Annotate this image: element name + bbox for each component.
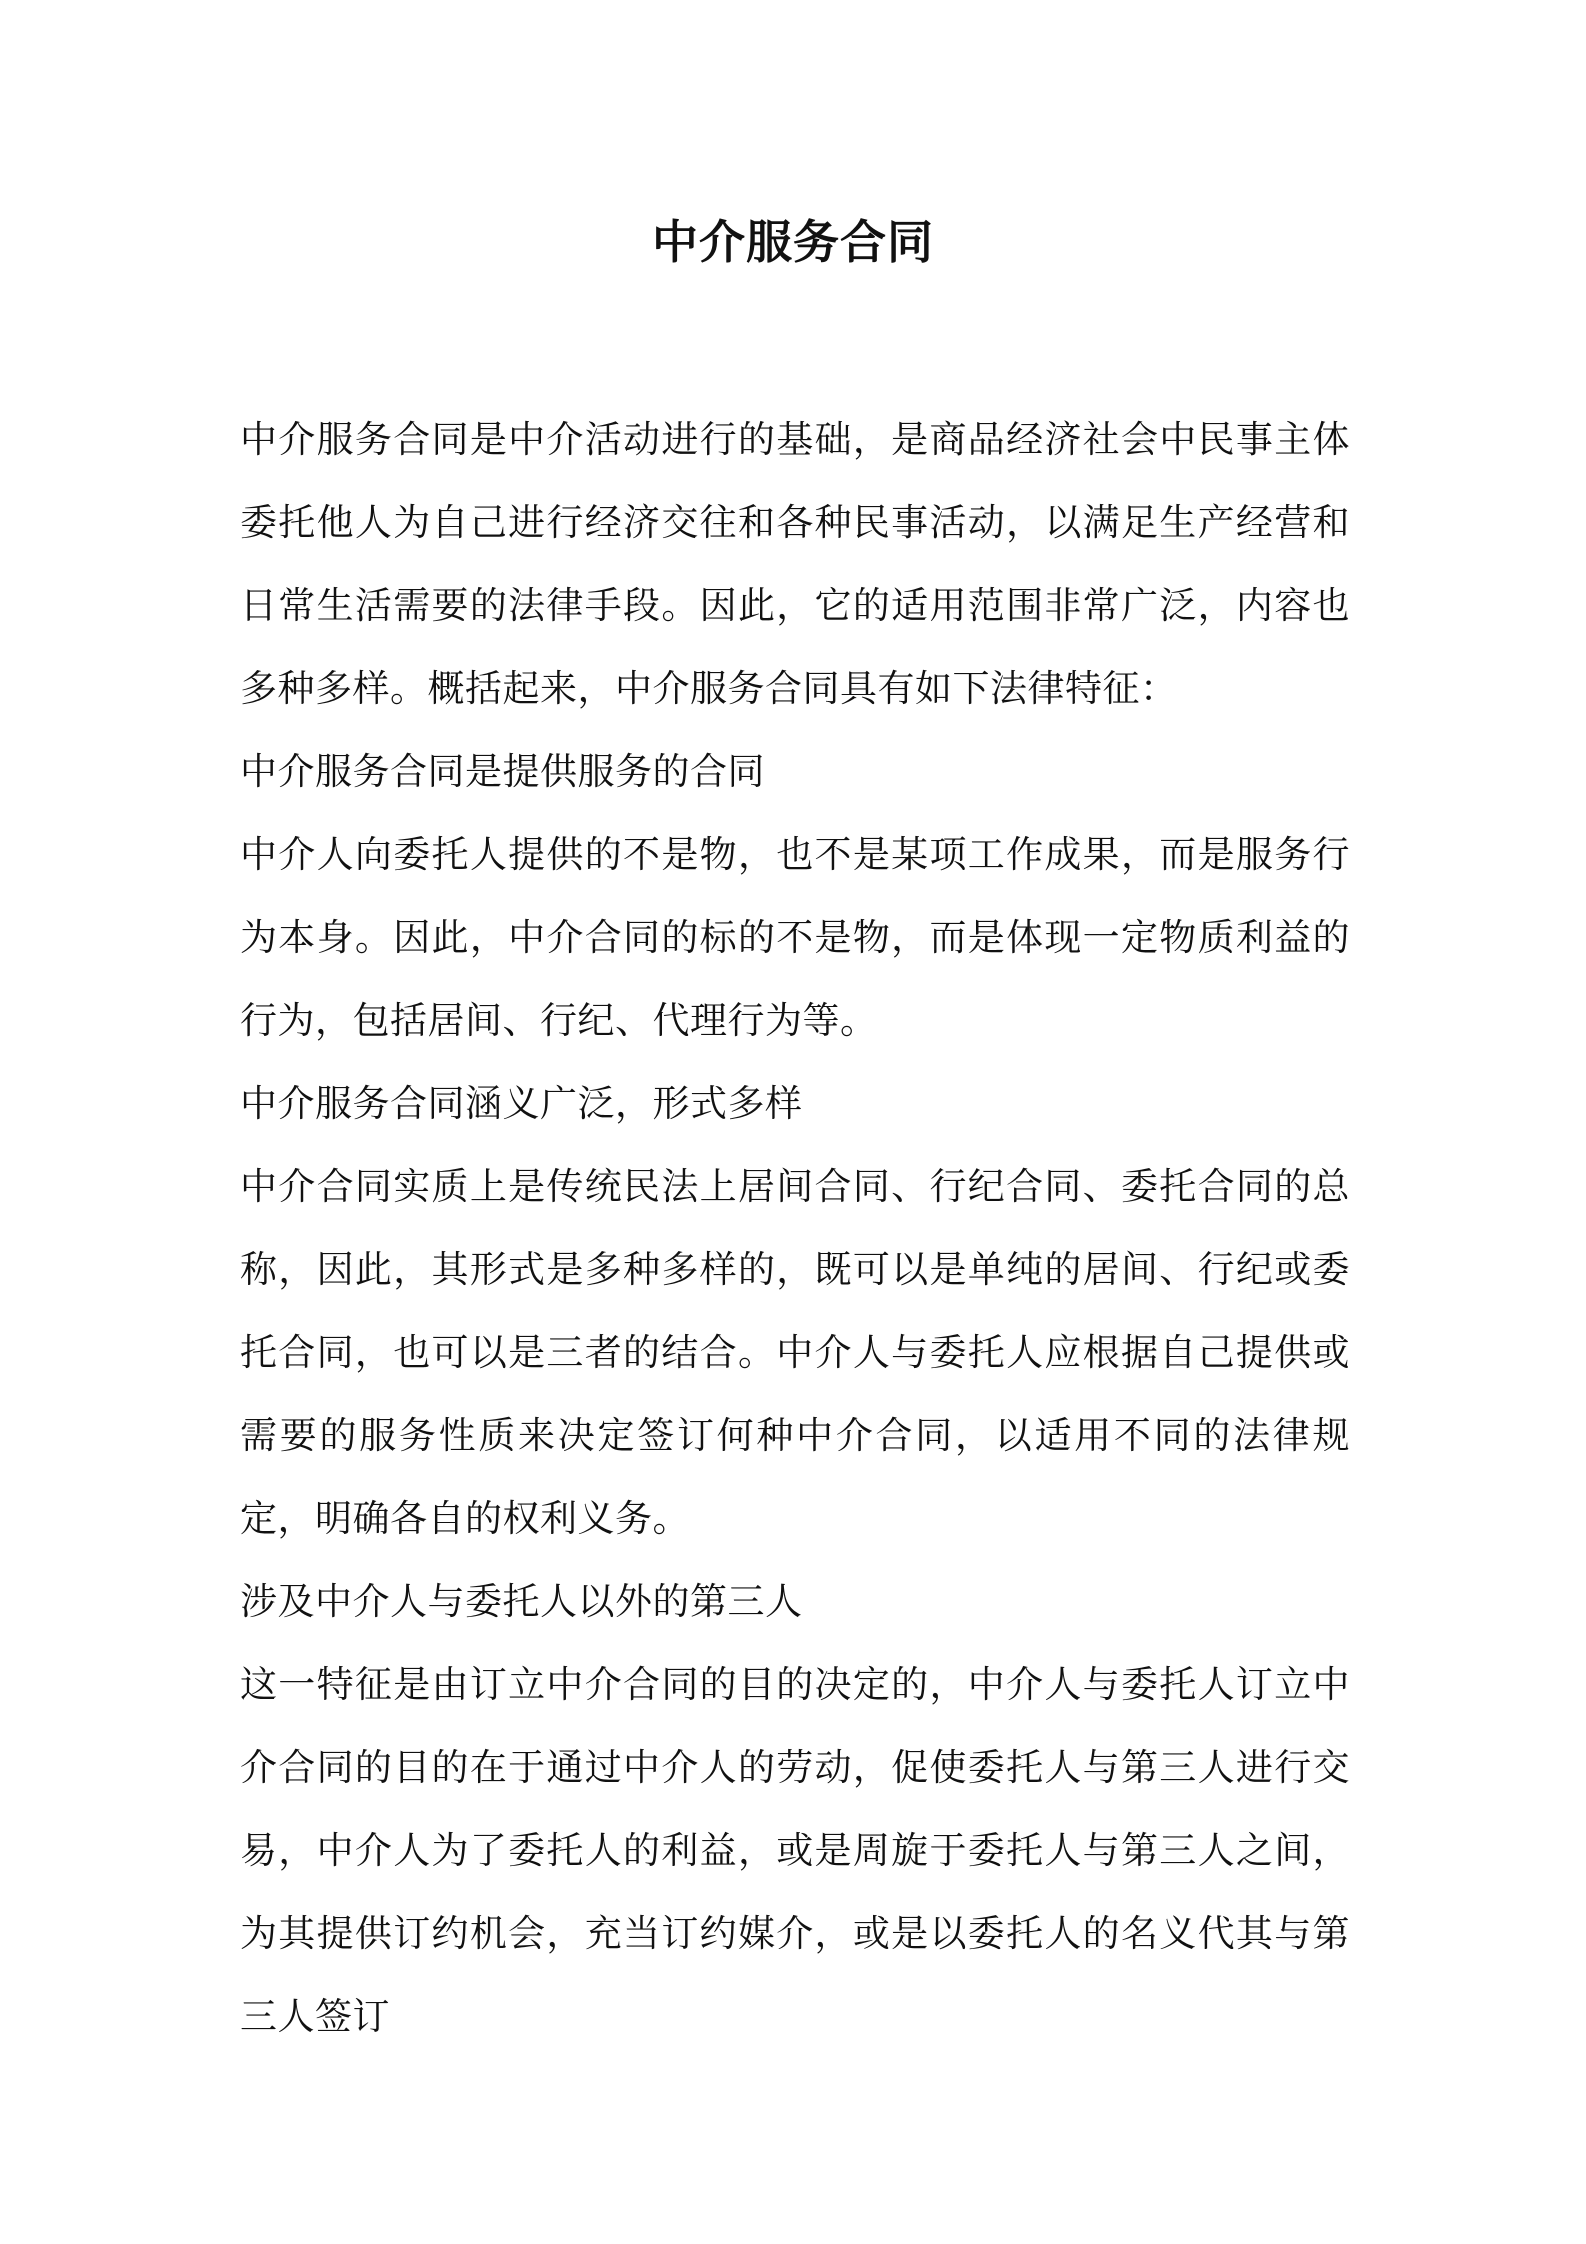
intro-paragraph: 中介服务合同是中介活动进行的基础，是商品经济社会中民事主体委托他人为自己进行经济交往和各种民事活动，以满足生产经营和日常生活需要的法律手段。因此，它的适用范围非常广泛，内容也多种多样。概括起来，中介服务合同具有如下法律特征： — [240, 418, 1350, 710]
third-party-paragraph: 这一特征是由订立中介合同的目的决定的，中介人与委托人订立中介合同的目的在于通过中介人的劳动，促使委托人与第三人进行交易，中介人为了委托人的利益，或是周旋于委托人与第三人之间，为其提供订约机会，充当订约媒介，或是以委托人的名义代其与第三人签订 — [240, 1663, 1350, 2038]
scope-paragraph: 中介合同实质上是传统民法上居间合同、行纪合同、委托合同的总称，因此，其形式是多种多样的，既可以是单纯的居间、行纪或委托合同，也可以是三者的结合。中介人与委托人应根据自己提供或需要的服务性质来决定签订何种中介合同，以适用不同的法律规定，明确各自的权利义务。 — [240, 1165, 1350, 1540]
section-heading-third-party: 涉及中介人与委托人以外的第三人 — [240, 1580, 803, 1623]
section-heading-service: 中介服务合同是提供服务的合同 — [240, 750, 765, 793]
service-paragraph: 中介人向委托人提供的不是物，也不是某项工作成果，而是服务行为本身。因此，中介合同的标的不是物，而是体现一定物质利益的行为，包括居间、行纪、代理行为等。 — [240, 833, 1350, 1042]
section-heading-scope: 中介服务合同涵义广泛，形式多样 — [240, 1082, 803, 1125]
document-body — [240, 398, 1350, 2058]
document-title: 中介服务合同 — [652, 215, 934, 269]
